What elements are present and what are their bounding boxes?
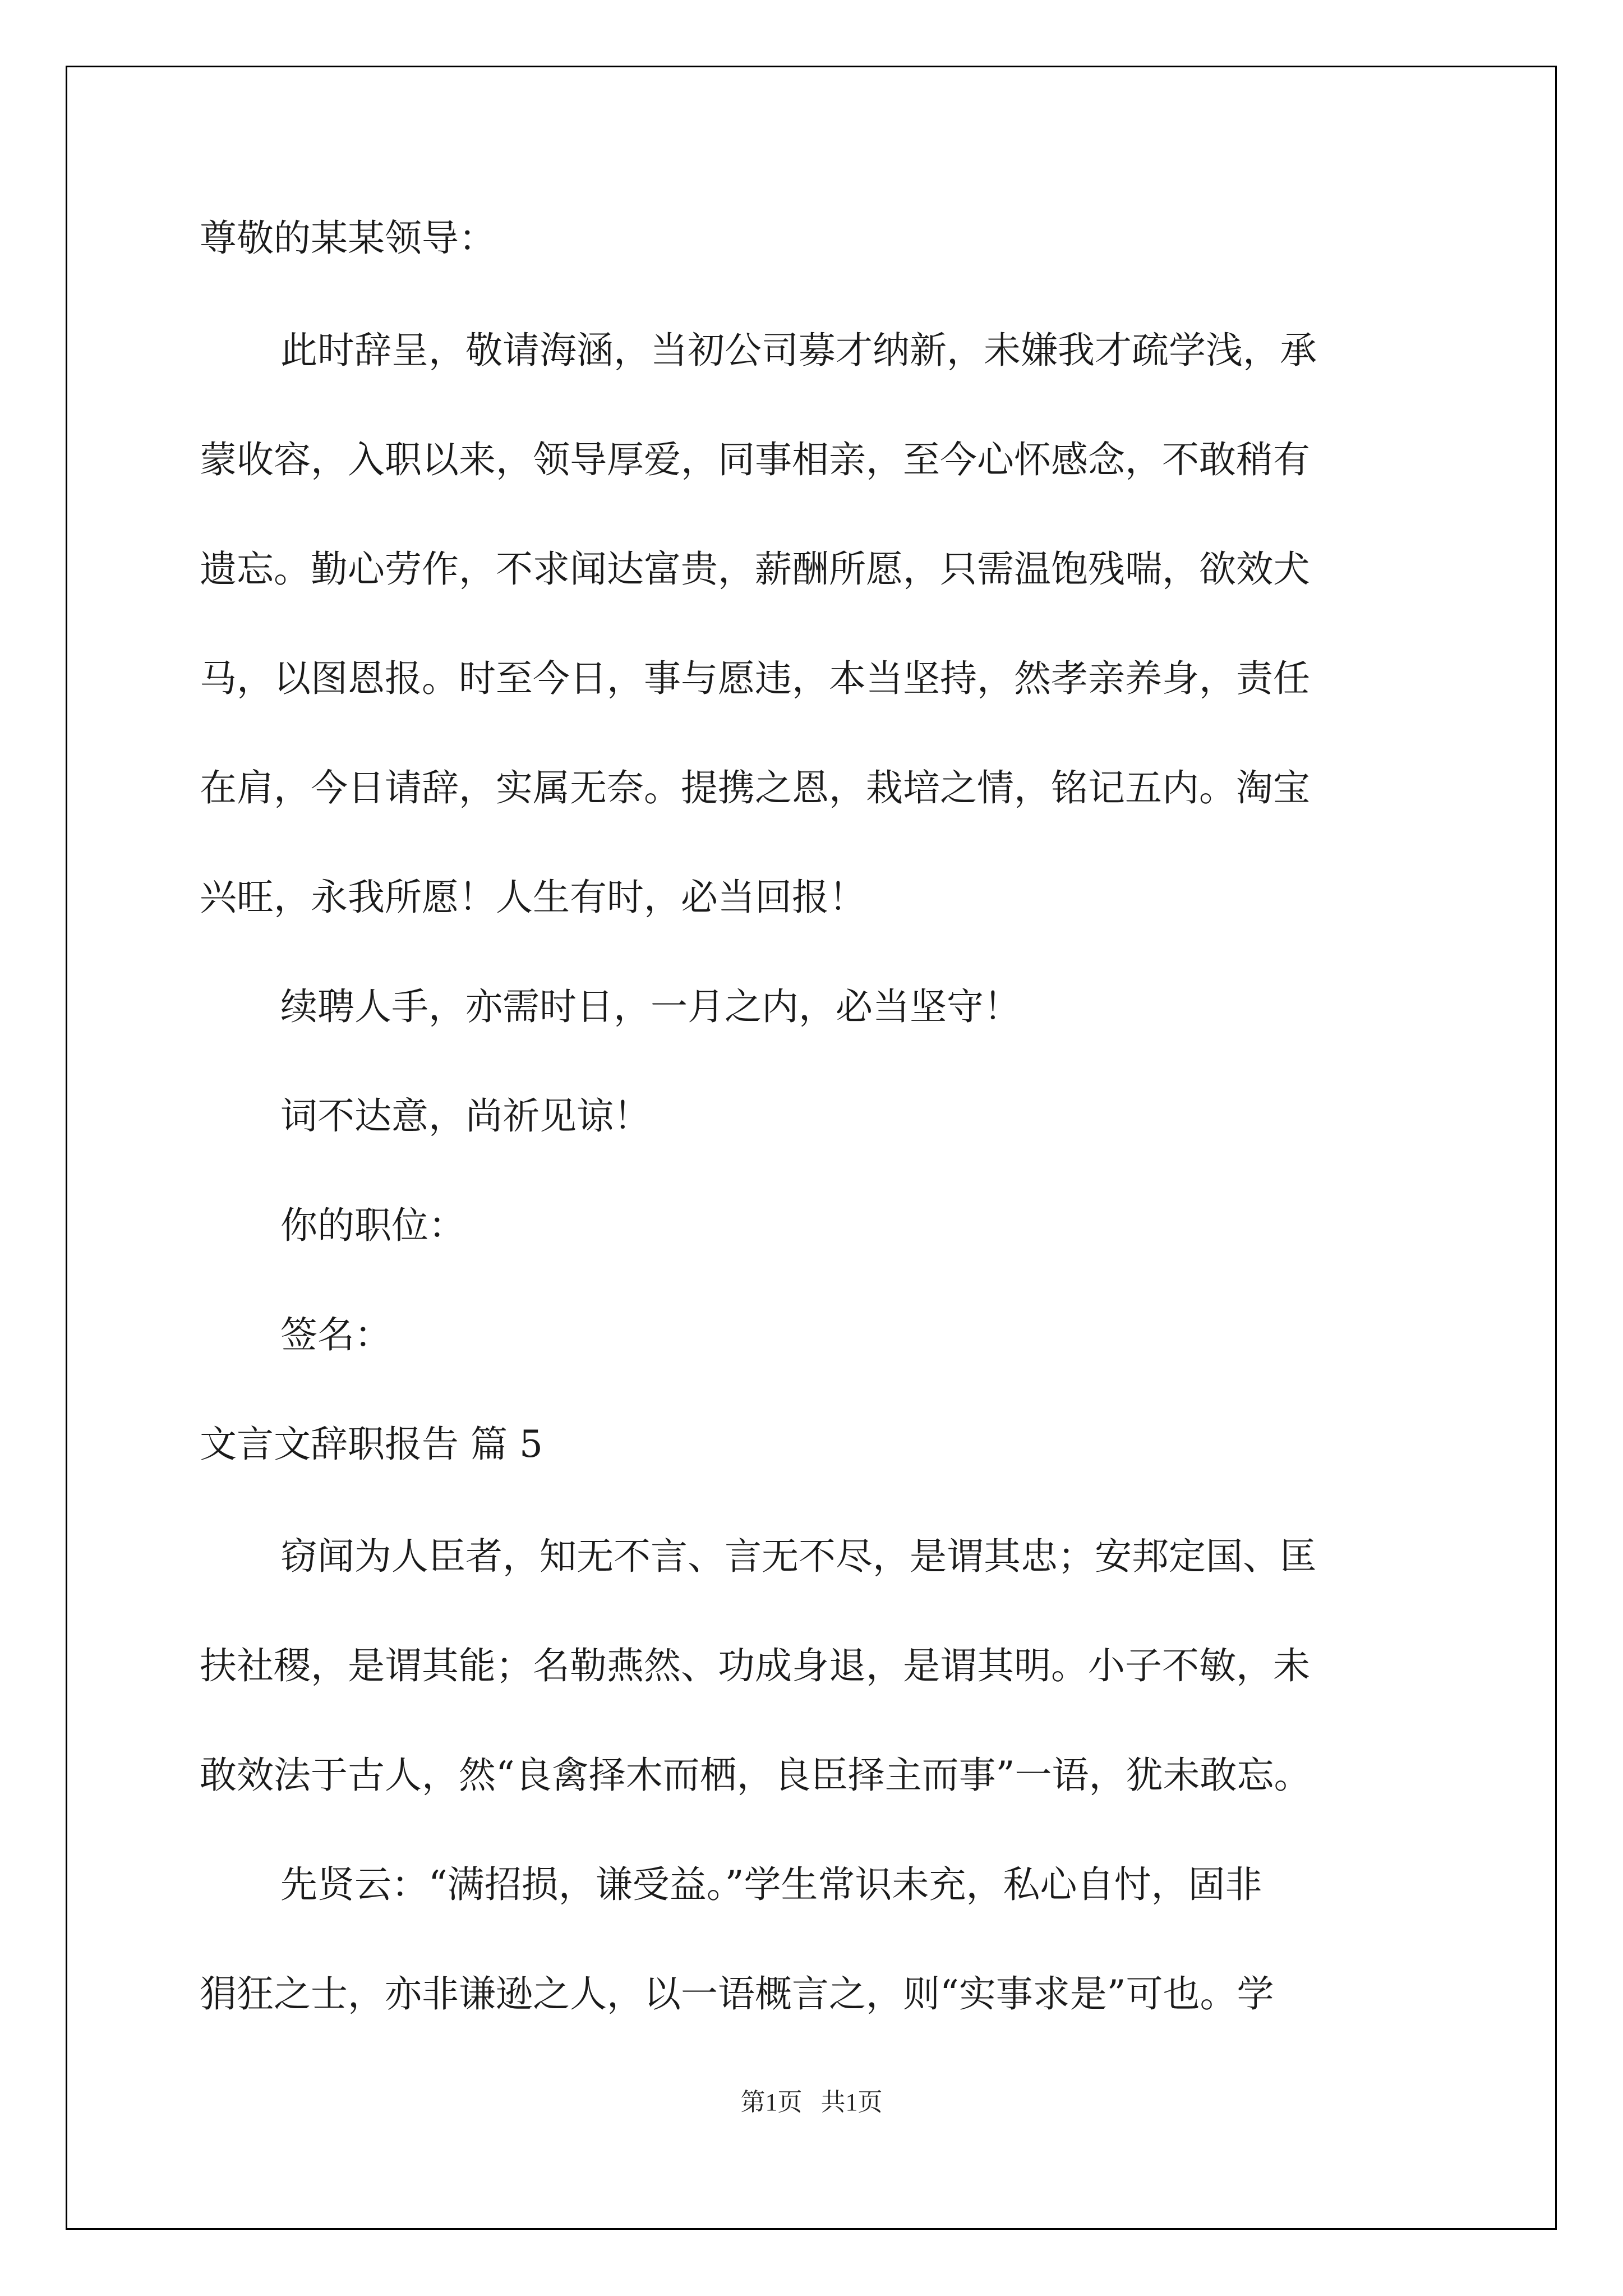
paragraph-line: 敢效法于古人，然“良禽择木而栖，良臣择主而事”一语，犹未敢忘。 <box>200 1754 1311 1797</box>
paragraph-line: 蒙收容，入职以来，领导厚爱，同事相亲，至今心怀感念，不敢稍有 <box>200 438 1310 481</box>
paragraph-line: 在肩，今日请辞，实属无奈。提携之恩，栽培之情，铭记五内。淘宝 <box>200 766 1310 809</box>
salutation-line: 尊敬的某某领导： <box>200 217 496 260</box>
signature-label: 签名： <box>280 1313 391 1356</box>
paragraph-line: 续聘人手，亦需时日，一月之内，必当坚守！ <box>280 985 1021 1028</box>
paragraph-line: 词不达意，尚祈见谅！ <box>280 1094 651 1138</box>
position-label: 你的职位： <box>280 1204 465 1247</box>
paragraph-line: 此时辞呈，敬请海涵，当初公司募才纳新，未嫌我才疏学浅，承 <box>280 329 1317 372</box>
paragraph-line: 马，以图恩报。时至今日，事与愿违，本当坚持，然孝亲养身，责任 <box>200 657 1310 700</box>
section-heading: 文言文辞职报告 篇 5 <box>200 1423 543 1466</box>
paragraph-line: 狷狂之士，亦非谦逊之人，以一语概言之，则“实事求是”可也。学 <box>200 1972 1274 2016</box>
paragraph-line: 窃闻为人臣者，知无不言、言无不尽，是谓其忠；安邦定国、匡 <box>280 1535 1317 1578</box>
paragraph-line: 先贤云：“满招损，谦受益。”学生常识未充，私心自忖，固非 <box>280 1863 1262 1906</box>
paragraph-line: 兴旺，永我所愿！人生有时，必当回报！ <box>200 876 866 919</box>
paragraph-line: 遗忘。勤心劳作，不求闻达富贵，薪酬所愿，只需温饱残喘，欲效犬 <box>200 547 1310 591</box>
paragraph-line: 扶社稷，是谓其能；名勒燕然、功成身退，是谓其明。小子不敏，未 <box>200 1644 1310 1687</box>
page-footer: 第1页 共1页 <box>740 2088 883 2116</box>
